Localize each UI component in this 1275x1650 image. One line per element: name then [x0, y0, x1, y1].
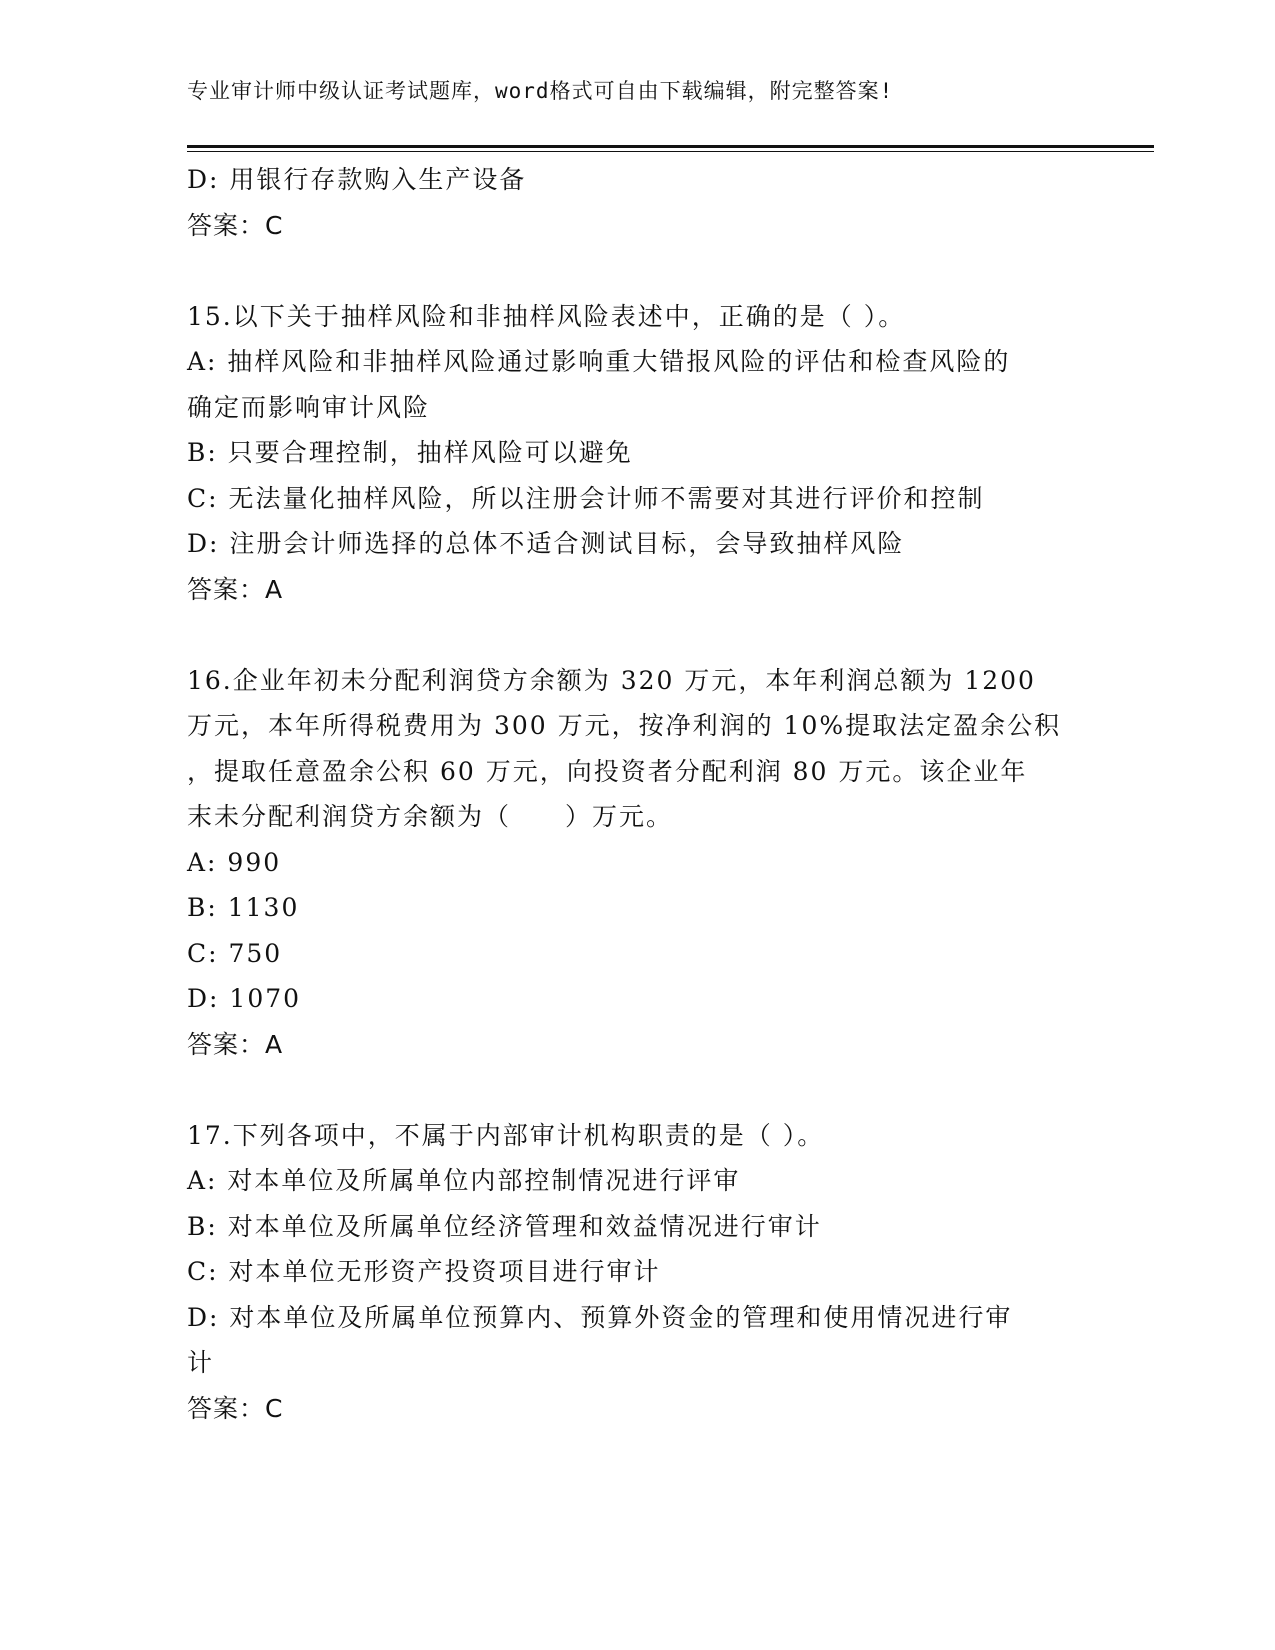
- question-15-option-d: D: 注册会计师选择的总体不适合测试目标，会导致抽样风险: [187, 529, 905, 558]
- question-16-option-a: A: 990: [187, 847, 282, 877]
- question-15-option-b: B: 只要合理控制，抽样风险可以避免: [187, 438, 633, 467]
- page-header: 专业审计师中级认证考试题库，word格式可自由下载编辑，附完整答案!: [187, 79, 894, 103]
- question-16-stem-line-1: 16.企业年初未分配利润贷方余额为 320 万元，本年利润总额为 1200: [187, 665, 1036, 695]
- question-17-option-d-line-1: D: 对本单位及所属单位预算内、预算外资金的管理和使用情况进行审: [187, 1302, 1013, 1332]
- question-16: [187, 658, 1087, 1068]
- question-17-stem: 17.下列各项中，不属于内部审计机构职责的是（ ）。: [187, 1120, 825, 1150]
- question-15-stem: 15.以下关于抽样风险和非抽样风险表述中，正确的是（ ）。: [187, 301, 906, 331]
- question-17-option-a: A: 对本单位及所属单位内部控制情况进行评审: [187, 1166, 741, 1195]
- question-15-option-c: C: 无法量化抽样风险，所以注册会计师不需要对其进行评价和控制: [187, 483, 985, 513]
- question-15-option-a-line-1: A: 抽样风险和非抽样风险通过影响重大错报风险的评估和检查风险的: [187, 347, 1011, 376]
- question-15: [187, 294, 1087, 613]
- header-rule: [187, 145, 1154, 148]
- question-17-answer: 答案：C: [187, 1393, 284, 1423]
- question-16-stem-line-3: ，提取任意盈余公积 60 万元，向投资者分配利润 80 万元。该企业年: [187, 756, 1028, 786]
- question-16-stem-line-4: 末未分配利润贷方余额为（ ）万元。: [187, 802, 674, 831]
- header-rule-secondary: [187, 151, 1154, 152]
- question-16-option-b: B: 1130: [187, 893, 300, 922]
- question-17-option-b: B: 对本单位及所属单位经济管理和效益情况进行审计: [187, 1211, 822, 1241]
- question-15-answer: 答案：A: [187, 574, 284, 604]
- spacer: [187, 612, 1087, 658]
- question-16-option-c: C: 750: [187, 938, 283, 968]
- question-16-answer: 答案：A: [187, 1029, 284, 1059]
- question-15-option-a-line-2: 确定而影响审计风险: [187, 392, 431, 422]
- question-17-option-c: C: 对本单位无形资产投资项目进行审计: [187, 1257, 661, 1286]
- question-16-option-d: D: 1070: [187, 984, 302, 1013]
- document-body: [187, 157, 1087, 1431]
- spacer: [187, 1067, 1087, 1113]
- question-16-stem-line-2: 万元，本年所得税费用为 300 万元，按净利润的 10%提取法定盈余公积: [187, 711, 1062, 740]
- question-17-option-d-line-2: 计: [187, 1348, 215, 1377]
- answer-carryover: 答案：C: [187, 210, 284, 240]
- option-d-carryover: D: 用银行存款购入生产设备: [187, 165, 527, 194]
- question-17: [187, 1113, 1087, 1432]
- spacer: [187, 248, 1087, 294]
